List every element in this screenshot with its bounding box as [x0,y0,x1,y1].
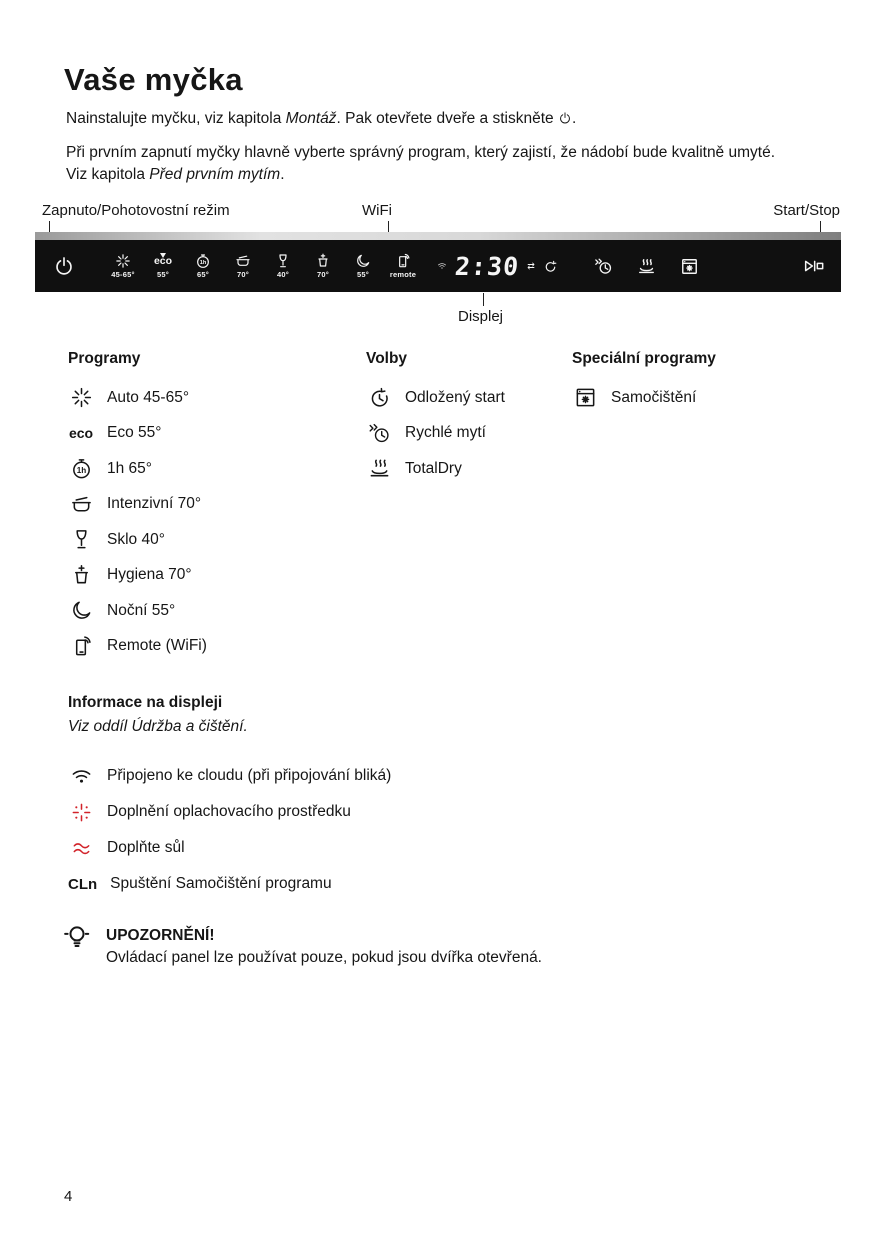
display-info-item [68,758,391,794]
intro-text-3: . [571,110,577,127]
program-list-item [68,416,207,452]
auto-program-icon [115,253,131,269]
totaldry-icon [637,257,656,276]
glass-icon [68,528,94,551]
auto-program-icon [68,386,94,409]
display-info-heading: Informace na displeji [68,694,223,711]
special-programs-column [572,350,716,416]
program-label: Remote (WiFi) [107,637,207,655]
option-buttons [594,257,699,276]
program-button-1h[interactable] [183,253,223,279]
self-clean-icon [572,386,598,409]
label-display: Displej [458,308,504,325]
cycle-time-icon [543,259,558,274]
program-button-eco[interactable] [143,253,183,279]
eco-icon: eco [68,425,94,442]
start-stop-button[interactable] [801,256,827,276]
night-icon [68,599,94,622]
option-list-item [366,416,505,452]
totaldry-icon [366,457,392,480]
display-info-section [68,694,391,902]
second-paragraph-pre: Viz kapitola [66,166,150,183]
program-temp: 55° [357,270,369,279]
program-label: Sklo 40° [107,530,165,548]
display-info-item [68,794,391,830]
second-paragraph-italic: Před prvním mytím [149,166,281,183]
remote-icon [68,635,94,658]
option-label: TotalDry [405,459,462,477]
second-paragraph-end: . [280,166,285,183]
options-column [366,350,505,487]
control-panel [35,240,841,292]
quick-wash-icon [366,422,392,445]
program-temp: 65° [197,270,209,279]
intensive-icon [68,493,94,516]
programs-heading: Programy [68,350,141,367]
program-label: 1h 65° [107,459,152,477]
rinse-aid-icon [68,801,94,824]
program-list-item [68,522,207,558]
program-button-glass[interactable] [263,253,303,279]
start-stop-icon [801,256,827,276]
self-clean-icon [680,257,699,276]
display-arrows-icon: ⇄ [527,260,535,271]
option-list-item [366,451,505,487]
power-icon [558,111,572,125]
label-power-standby: Zapnuto/Pohotovostní režim [42,202,230,219]
salt-icon [68,837,94,860]
program-list-item [68,593,207,629]
display-time: 2:30 [453,251,521,281]
cloud-wifi-icon [68,765,94,788]
selected-program-caret-icon [160,253,166,258]
special-program-label: Samočištění [611,388,697,406]
program-temp: 55° [157,270,169,279]
power-button[interactable] [47,255,81,277]
option-label: Rychlé mytí [405,424,486,442]
program-label: Auto 45-65° [107,388,190,406]
warning-block [62,922,542,967]
display-info-item [68,830,391,866]
intro-text-2: . Pak otevřete dveře a stiskněte [336,110,558,127]
display-info-label: Připojeno ke cloudu (při připojování bliká) [107,767,392,784]
intro-paragraph [66,110,576,128]
program-label: Noční 55° [107,601,176,619]
one-hour-icon [195,253,211,269]
callout-line-display [483,293,484,306]
program-list-item [68,558,207,594]
special-programs-heading: Speciální programy [572,350,716,367]
display-info-label: Spuštění Samočištění programu [110,875,332,892]
quick-wash-button[interactable] [594,257,613,276]
option-list-item [366,380,505,416]
delayed-start-icon [366,386,392,409]
glass-icon [275,253,291,269]
panel-top-edge [35,232,841,240]
self-clean-button[interactable] [680,257,699,276]
program-label: Hygiena 70° [107,566,192,584]
program-button-night[interactable] [343,253,383,279]
program-button-remote[interactable] [383,253,423,279]
cln-code: CLn [68,875,98,893]
program-button-hygiene[interactable] [303,253,343,279]
second-paragraph-line1: Při prvním zapnutí myčky hlavně vyberte správný program, který zajistí, že nádobí bude kvalitně umyté. [66,144,776,161]
display-info-label: Doplňte sůl [107,839,185,856]
program-temp: 70° [317,270,329,279]
option-label: Odložený start [405,388,505,406]
intro-italic-montaz: Montáž [285,110,337,127]
program-label: Intenzivní 70° [107,495,202,513]
label-wifi: WiFi [362,202,392,219]
display-wifi-icon [437,261,447,271]
remote-icon [395,253,411,269]
totaldry-button[interactable] [637,257,656,276]
program-list-item [68,451,207,487]
program-list-item [68,487,207,523]
program-temp: 70° [237,270,249,279]
warning-title: UPOZORNĚNÍ! [106,927,215,944]
program-label: Eco 55° [107,424,162,442]
display-info-label: Doplnění oplachovacího prostředku [107,803,351,820]
intro-text-1: Nainstalujte myčku, viz kapitola [66,110,286,127]
display-zone [437,252,558,281]
hygiene-icon [315,253,331,269]
program-list-item [68,629,207,665]
program-buttons [103,253,423,279]
program-button-auto[interactable] [103,253,143,279]
programs-column [68,350,207,664]
eco-icon: eco [153,255,173,267]
options-heading: Volby [366,350,408,367]
display-info-subtitle: Viz oddíl Údržba a čištění. [68,718,248,735]
page-title: Vaše myčka [64,62,243,97]
quick-wash-icon [594,257,613,276]
program-list-item [68,380,207,416]
display-info-item [68,866,391,902]
bulb-icon [62,922,94,967]
power-icon [53,255,75,277]
label-start-stop: Start/Stop [773,202,840,219]
intensive-icon [235,253,251,269]
hygiene-icon [68,564,94,587]
second-paragraph [66,142,836,186]
one-hour-icon [68,457,94,480]
program-button-intensive[interactable] [223,253,263,279]
page-number: 4 [64,1188,73,1205]
program-temp: remote [389,270,417,279]
special-program-list-item [572,380,716,416]
warning-text: Ovládací panel lze používat pouze, pokud jsou dvířka otevřená. [106,949,542,966]
program-temp: 45-65° [111,270,135,279]
night-icon [355,253,371,269]
program-temp: 40° [277,270,289,279]
